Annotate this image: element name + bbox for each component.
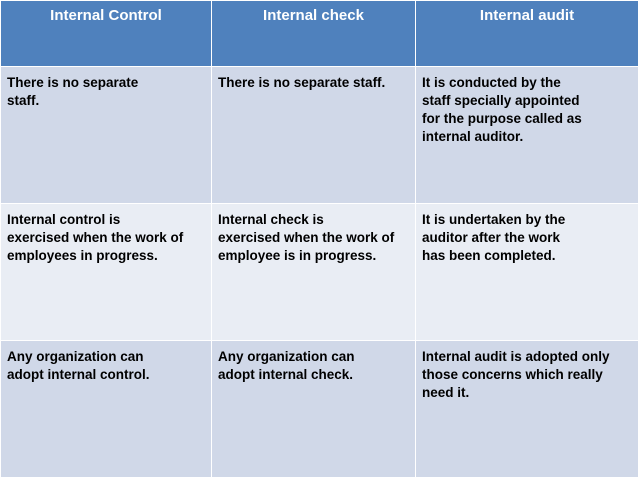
table-cell: It is conducted by the staff specially appointed for the purpose called as internal auditor. xyxy=(416,67,638,204)
table-cell: There is no separate staff. xyxy=(212,67,416,204)
table-body xyxy=(1,67,638,478)
table-row xyxy=(1,341,638,478)
header-internal-audit: Internal audit xyxy=(416,1,638,67)
table-cell: Any organization can adopt internal check. xyxy=(212,341,416,478)
table-header xyxy=(1,1,638,67)
table-cell: Internal audit is adopted only those concerns which really need it. xyxy=(416,341,638,478)
header-internal-check: Internal check xyxy=(212,1,416,67)
table-row xyxy=(1,67,638,204)
table-cell: It is undertaken by the auditor after the work has been completed. xyxy=(416,204,638,341)
table-cell: There is no separate staff. xyxy=(1,67,212,204)
header-row xyxy=(1,1,638,67)
table-row xyxy=(1,204,638,341)
table-cell: Internal control is exercised when the work of employees in progress. xyxy=(1,204,212,341)
table-cell: Internal check is exercised when the work of employee is in progress. xyxy=(212,204,416,341)
header-internal-control: Internal Control xyxy=(1,1,212,67)
table-cell: Any organization can adopt internal control. xyxy=(1,341,212,478)
